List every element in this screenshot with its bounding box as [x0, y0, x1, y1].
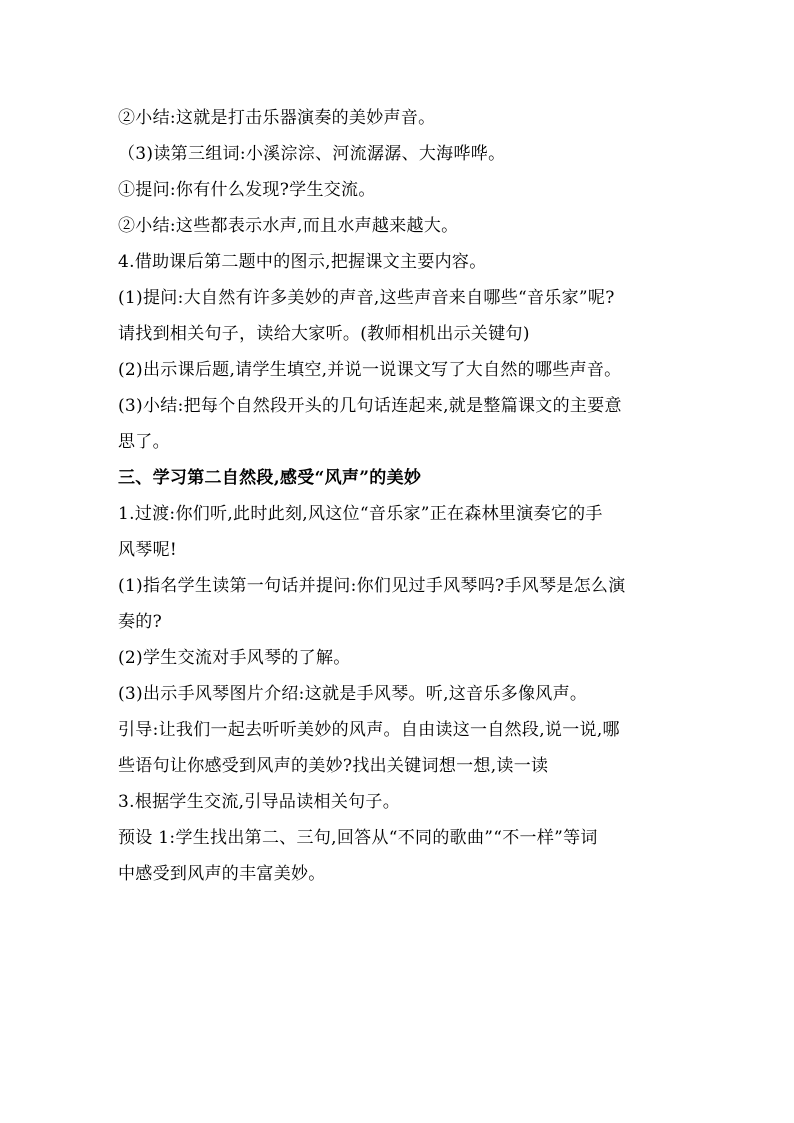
section-three-heading: 三、学习第二自然段,感受“风声”的美妙 — [118, 468, 422, 488]
summary-main-idea-cont-line: 思了。 — [118, 432, 170, 452]
preset-1-cont-line: 中感受到风声的丰富美妙。 — [118, 864, 326, 884]
question-musicians-line: (1)提问:大自然有许多美妙的声音,这些声音来自哪些“音乐家”呢? — [118, 288, 615, 308]
read-first-sentence-line: (1)指名学生读第一句话并提问:你们见过手风琴吗?手风琴是怎么演 — [118, 576, 626, 596]
accordion-discussion-line: (2)学生交流对手风琴的了解。 — [118, 648, 351, 668]
guide-line: 引导:让我们一起去听听美妙的风声。自由读这一自然段,说一说,哪 — [118, 720, 620, 740]
document-page — [118, 100, 688, 892]
summary-percussion-line: ②小结:这就是打击乐器演奏的美妙声音。 — [118, 108, 436, 128]
summary-main-idea-line: (3)小结:把每个自然段开头的几句话连起来,就是整篇课文的主要意 — [118, 396, 622, 416]
guide-cont-line: 些语句让你感受到风声的美妙?找出关键词想一想,读一读 — [118, 756, 549, 776]
step-3-line: 3.根据学生交流,引导品读相关句子。 — [118, 792, 401, 812]
third-word-group-line: （3)读第三组词:小溪淙淙、河流潺潺、大海哗哗。 — [118, 144, 506, 164]
transition-cont-line: 风琴呢! — [118, 540, 178, 560]
accordion-picture-line: (3)出示手风琴图片介绍:这就是手风琴。听,这音乐多像风声。 — [118, 684, 588, 704]
preset-1-line: 预设 1:学生找出第二、三句,回答从“不同的歌曲”“不一样”等词 — [118, 828, 598, 848]
transition-line: 1.过渡:你们听,此时此刻,风这位“音乐家”正在森林里演奏它的手 — [118, 504, 603, 524]
question-musicians-cont-line: 请找到相关句子，读给大家听。(教师相机出示关键句) — [118, 324, 530, 344]
read-first-sentence-cont-line: 奏的? — [118, 612, 163, 632]
question-discovery-line: ①提问:你有什么发现?学生交流。 — [118, 180, 376, 200]
fill-blank-line: (2)出示课后题,请学生填空,并说一说课文写了大自然的哪些声音。 — [118, 360, 622, 380]
step-4-line: 4.借助课后第二题中的图示,把握课文主要内容。 — [118, 252, 487, 272]
summary-water-line: ②小结:这些都表示水声,而且水声越来越大。 — [118, 216, 459, 236]
